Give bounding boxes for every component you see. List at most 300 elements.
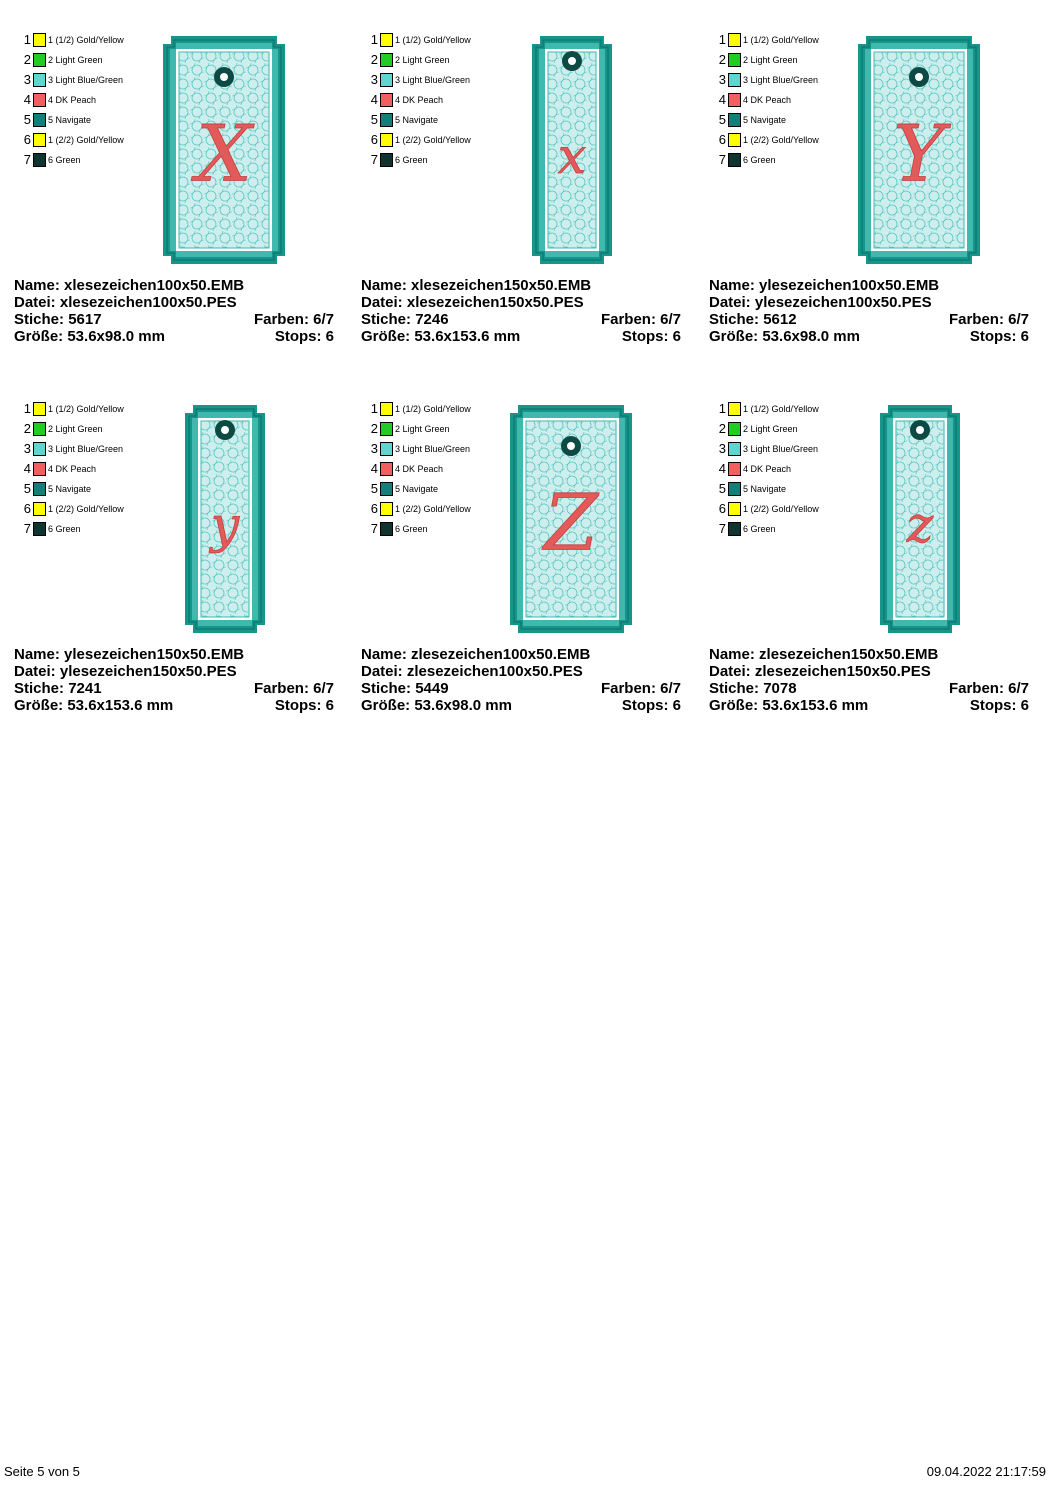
farben-value: 6/7 [313, 680, 334, 697]
legend-number: 4 [718, 92, 726, 107]
farben-group [254, 680, 334, 697]
color-swatch [728, 133, 741, 147]
color-legend [714, 32, 832, 172]
legend-color-name: 5 Navigate [48, 115, 92, 125]
farben-group [601, 311, 681, 328]
stops-group [622, 697, 681, 714]
monogram-letter: z [906, 496, 934, 554]
legend-item [714, 132, 832, 152]
color-legend [366, 32, 484, 172]
file-name-row [361, 646, 681, 663]
file-datei-row [361, 294, 681, 311]
design-size-value: 53.6x98.0 mm [762, 328, 860, 345]
file-name-row [14, 646, 334, 663]
legend-number: 4 [370, 461, 378, 476]
design-card [14, 30, 344, 375]
file-name-value: xlesezeichen100x50.EMB [64, 277, 245, 294]
hanging-hole [568, 57, 576, 65]
stitch-count-label: Stiche: [361, 680, 412, 697]
file-name-value: zlesezeichen100x50.EMB [411, 646, 591, 663]
legend-color-name: 4 DK Peach [395, 95, 444, 105]
farben-group [949, 680, 1029, 697]
farben-label: Farben: [948, 680, 1004, 697]
file-datei-row [709, 294, 1029, 311]
legend-number: 5 [370, 481, 378, 496]
bookmark-tag-graphic [857, 35, 981, 265]
stitch-count-row [14, 311, 334, 328]
bookmark-tag-graphic [879, 404, 961, 634]
legend-color-name: 3 Light Blue/Green [395, 444, 471, 454]
legend-color-name: 4 DK Peach [48, 464, 97, 474]
design-size-row [361, 697, 681, 714]
farben-value: 6/7 [313, 311, 334, 328]
color-swatch [728, 442, 741, 456]
legend-number: 6 [23, 501, 31, 516]
stops-label: Stops: [969, 328, 1017, 345]
design-info [14, 277, 334, 345]
design-size-value: 53.6x153.6 mm [414, 328, 521, 345]
legend-color-name: 2 Light Green [48, 55, 103, 65]
color-swatch [33, 133, 46, 147]
legend-item [19, 441, 137, 461]
stitch-count-value: 7241 [68, 680, 102, 697]
design-size-value: 53.6x98.0 mm [67, 328, 165, 345]
stops-value: 6 [1020, 697, 1029, 714]
file-name-label: Name: [361, 277, 407, 294]
legend-number: 3 [718, 72, 726, 87]
legend-number: 1 [370, 401, 378, 416]
bookmark-tag-preview [531, 35, 613, 265]
legend-item [19, 32, 137, 52]
stitch-count-row [361, 311, 681, 328]
file-name-value: ylesezeichen150x50.EMB [64, 646, 245, 663]
legend-color-name: 4 DK Peach [48, 95, 97, 105]
legend-color-name: 5 Navigate [48, 484, 92, 494]
legend-number: 6 [370, 132, 378, 147]
color-swatch [33, 53, 46, 67]
color-swatch [380, 73, 393, 87]
stitch-count-label: Stiche: [709, 311, 760, 328]
legend-number: 7 [370, 152, 378, 167]
monogram-letter: Y [893, 109, 945, 200]
legend-number: 2 [718, 421, 726, 436]
legend-color-name: 1 (2/2) Gold/Yellow [395, 135, 471, 145]
legend-number: 5 [718, 481, 726, 496]
color-swatch [380, 402, 393, 416]
color-swatch [380, 522, 393, 536]
legend-item [366, 72, 484, 92]
farben-label: Farben: [253, 311, 309, 328]
file-datei-value: zlesezeichen100x50.PES [406, 663, 583, 680]
legend-item [19, 401, 137, 421]
legend-item [714, 481, 832, 501]
legend-item [366, 52, 484, 72]
legend-item [19, 421, 137, 441]
file-datei-label: Datei: [361, 663, 403, 680]
legend-number: 1 [370, 32, 378, 47]
legend-number: 5 [370, 112, 378, 127]
stitch-count-label: Stiche: [709, 680, 760, 697]
design-card [709, 30, 1039, 375]
legend-item [19, 52, 137, 72]
monogram-letter: X [196, 109, 252, 200]
legend-number: 3 [718, 441, 726, 456]
legend-item [714, 112, 832, 132]
bookmark-tag-preview [857, 35, 981, 265]
file-datei-label: Datei: [14, 663, 56, 680]
legend-color-name: 1 (2/2) Gold/Yellow [743, 135, 819, 145]
legend-item [366, 521, 484, 541]
bookmark-tag-preview [162, 35, 286, 265]
legend-number: 2 [718, 52, 726, 67]
farben-group [254, 311, 334, 328]
legend-color-name: 3 Light Blue/Green [743, 444, 819, 454]
file-name-label: Name: [709, 277, 755, 294]
legend-color-name: 2 Light Green [743, 424, 798, 434]
legend-color-name: 2 Light Green [395, 55, 450, 65]
legend-item [714, 441, 832, 461]
legend-number: 1 [718, 401, 726, 416]
file-datei-value: ylesezeichen150x50.PES [59, 663, 237, 680]
legend-number: 2 [23, 52, 31, 67]
bookmark-tag-preview [184, 404, 266, 634]
color-swatch [728, 422, 741, 436]
legend-item [19, 501, 137, 521]
legend-color-name: 1 (2/2) Gold/Yellow [48, 504, 124, 514]
file-name-row [361, 277, 681, 294]
design-card [361, 399, 691, 744]
color-swatch [728, 462, 741, 476]
legend-number: 3 [370, 72, 378, 87]
legend-color-name: 3 Light Blue/Green [743, 75, 819, 85]
monogram-letter: Z [543, 478, 599, 569]
design-size-label: Größe: [361, 328, 411, 345]
legend-number: 4 [23, 92, 31, 107]
legend-color-name: 1 (2/2) Gold/Yellow [48, 135, 124, 145]
legend-number: 3 [23, 441, 31, 456]
bookmark-tag-preview [879, 404, 961, 634]
stops-label: Stops: [621, 328, 669, 345]
design-size-label: Größe: [14, 328, 64, 345]
file-name-label: Name: [14, 646, 60, 663]
stops-label: Stops: [621, 697, 669, 714]
legend-item [714, 501, 832, 521]
color-swatch [728, 522, 741, 536]
design-size-value: 53.6x98.0 mm [414, 697, 512, 714]
legend-item [366, 401, 484, 421]
legend-color-name: 4 DK Peach [395, 464, 444, 474]
stops-value: 6 [672, 697, 681, 714]
legend-number: 1 [23, 32, 31, 47]
file-name-label: Name: [709, 646, 755, 663]
stitch-count-row [709, 311, 1029, 328]
color-swatch [728, 482, 741, 496]
legend-color-name: 5 Navigate [395, 115, 439, 125]
legend-item [19, 72, 137, 92]
file-name-value: ylesezeichen100x50.EMB [759, 277, 940, 294]
legend-color-name: 3 Light Blue/Green [395, 75, 471, 85]
legend-color-name: 3 Light Blue/Green [48, 75, 124, 85]
file-datei-label: Datei: [14, 294, 56, 311]
stops-value: 6 [1020, 328, 1029, 345]
color-swatch [728, 93, 741, 107]
color-legend [714, 401, 832, 541]
legend-color-name: 1 (1/2) Gold/Yellow [743, 35, 819, 45]
file-datei-row [14, 294, 334, 311]
file-datei-value: xlesezeichen100x50.PES [59, 294, 237, 311]
farben-label: Farben: [600, 311, 656, 328]
stitch-count-value: 5617 [68, 311, 102, 328]
legend-number: 5 [23, 481, 31, 496]
legend-color-name: 5 Navigate [395, 484, 439, 494]
farben-value: 6/7 [660, 680, 681, 697]
design-info [709, 277, 1029, 345]
legend-number: 6 [23, 132, 31, 147]
file-name-row [14, 277, 334, 294]
legend-color-name: 6 Green [395, 155, 428, 165]
design-info [14, 646, 334, 714]
color-swatch [33, 402, 46, 416]
legend-item [714, 52, 832, 72]
legend-color-name: 2 Light Green [743, 55, 798, 65]
hanging-hole [567, 442, 575, 450]
legend-item [714, 401, 832, 421]
legend-number: 7 [370, 521, 378, 536]
legend-item [366, 112, 484, 132]
stitch-count-row [709, 680, 1029, 697]
legend-number: 7 [23, 521, 31, 536]
color-swatch [380, 33, 393, 47]
legend-color-name: 5 Navigate [743, 115, 787, 125]
farben-value: 6/7 [660, 311, 681, 328]
legend-number: 7 [718, 521, 726, 536]
file-datei-value: xlesezeichen150x50.PES [406, 294, 584, 311]
bookmark-tag-graphic [184, 404, 266, 634]
stitch-count-value: 5612 [763, 311, 797, 328]
color-swatch [728, 33, 741, 47]
stops-group [622, 328, 681, 345]
farben-group [601, 680, 681, 697]
legend-item [366, 441, 484, 461]
stops-value: 6 [325, 328, 334, 345]
stops-value: 6 [672, 328, 681, 345]
stops-label: Stops: [274, 328, 322, 345]
color-swatch [33, 93, 46, 107]
legend-number: 7 [23, 152, 31, 167]
stitch-count-label: Stiche: [14, 311, 65, 328]
bookmark-tag-graphic [162, 35, 286, 265]
legend-color-name: 3 Light Blue/Green [48, 444, 124, 454]
legend-color-name: 6 Green [743, 524, 776, 534]
design-info [361, 646, 681, 714]
legend-color-name: 4 DK Peach [743, 464, 792, 474]
color-legend [19, 401, 137, 541]
farben-label: Farben: [600, 680, 656, 697]
legend-item [366, 132, 484, 152]
color-legend [366, 401, 484, 541]
file-datei-row [709, 663, 1029, 680]
color-swatch [33, 153, 46, 167]
legend-color-name: 5 Navigate [743, 484, 787, 494]
stops-label: Stops: [969, 697, 1017, 714]
legend-item [19, 112, 137, 132]
color-swatch [728, 502, 741, 516]
stitch-count-row [361, 680, 681, 697]
design-size-row [709, 328, 1029, 345]
legend-color-name: 6 Green [743, 155, 776, 165]
farben-label: Farben: [253, 680, 309, 697]
color-swatch [728, 153, 741, 167]
design-size-row [361, 328, 681, 345]
legend-item [714, 421, 832, 441]
stitch-count-label: Stiche: [14, 680, 65, 697]
color-swatch [380, 113, 393, 127]
color-swatch [728, 402, 741, 416]
design-size-label: Größe: [709, 697, 759, 714]
color-swatch [33, 462, 46, 476]
legend-number: 2 [370, 52, 378, 67]
design-info [361, 277, 681, 345]
legend-item [19, 521, 137, 541]
print-date: 09.04.2022 21:17:59 [926, 1464, 1046, 1479]
file-name-label: Name: [361, 646, 407, 663]
monogram-letter: x [557, 127, 587, 185]
legend-item [19, 132, 137, 152]
stops-value: 6 [325, 697, 334, 714]
color-swatch [728, 113, 741, 127]
design-info [709, 646, 1029, 714]
color-swatch [33, 73, 46, 87]
file-name-value: zlesezeichen150x50.EMB [759, 646, 939, 663]
color-swatch [33, 522, 46, 536]
color-swatch [728, 53, 741, 67]
design-size-row [14, 697, 334, 714]
stitch-count-label: Stiche: [361, 311, 412, 328]
legend-number: 7 [718, 152, 726, 167]
color-swatch [380, 462, 393, 476]
design-size-row [709, 697, 1029, 714]
color-swatch [380, 153, 393, 167]
color-swatch [33, 33, 46, 47]
farben-label: Farben: [948, 311, 1004, 328]
design-size-label: Größe: [14, 697, 64, 714]
stitch-count-value: 7246 [415, 311, 449, 328]
color-swatch [33, 422, 46, 436]
color-swatch [728, 73, 741, 87]
stitch-count-value: 7078 [763, 680, 797, 697]
legend-number: 2 [23, 421, 31, 436]
file-name-value: xlesezeichen150x50.EMB [411, 277, 592, 294]
color-swatch [380, 442, 393, 456]
legend-item [714, 92, 832, 112]
legend-item [19, 481, 137, 501]
design-size-label: Größe: [709, 328, 759, 345]
bookmark-tag-graphic [531, 35, 613, 265]
design-size-value: 53.6x153.6 mm [67, 697, 174, 714]
design-size-row [14, 328, 334, 345]
legend-color-name: 1 (1/2) Gold/Yellow [48, 35, 124, 45]
color-swatch [380, 422, 393, 436]
legend-number: 4 [370, 92, 378, 107]
stops-label: Stops: [274, 697, 322, 714]
monogram-letter: y [210, 496, 240, 554]
file-datei-row [361, 663, 681, 680]
legend-item [366, 461, 484, 481]
legend-number: 3 [23, 72, 31, 87]
page-number: Seite 5 von 5 [4, 1464, 80, 1479]
stops-group [275, 697, 334, 714]
stitch-count-row [14, 680, 334, 697]
legend-number: 6 [718, 132, 726, 147]
file-datei-row [14, 663, 334, 680]
legend-item [19, 461, 137, 481]
legend-color-name: 4 DK Peach [743, 95, 792, 105]
file-name-row [709, 277, 1029, 294]
legend-color-name: 6 Green [395, 524, 428, 534]
legend-color-name: 1 (1/2) Gold/Yellow [48, 404, 124, 414]
color-swatch [380, 482, 393, 496]
color-swatch [33, 113, 46, 127]
legend-number: 3 [370, 441, 378, 456]
legend-item [366, 501, 484, 521]
legend-number: 5 [718, 112, 726, 127]
stops-group [275, 328, 334, 345]
legend-number: 5 [23, 112, 31, 127]
legend-item [714, 32, 832, 52]
stops-group [970, 328, 1029, 345]
legend-number: 4 [718, 461, 726, 476]
farben-group [949, 311, 1029, 328]
bookmark-tag-preview [509, 404, 633, 634]
color-swatch [380, 502, 393, 516]
hanging-hole [916, 426, 924, 434]
legend-color-name: 1 (2/2) Gold/Yellow [743, 504, 819, 514]
legend-color-name: 2 Light Green [48, 424, 103, 434]
legend-color-name: 1 (1/2) Gold/Yellow [395, 35, 471, 45]
legend-item [366, 92, 484, 112]
color-swatch [380, 133, 393, 147]
legend-color-name: 1 (1/2) Gold/Yellow [743, 404, 819, 414]
file-datei-value: ylesezeichen100x50.PES [754, 294, 932, 311]
file-name-row [709, 646, 1029, 663]
file-datei-value: zlesezeichen150x50.PES [754, 663, 931, 680]
hanging-hole [915, 73, 923, 81]
legend-item [19, 92, 137, 112]
legend-number: 6 [718, 501, 726, 516]
legend-number: 2 [370, 421, 378, 436]
stops-group [970, 697, 1029, 714]
legend-number: 4 [23, 461, 31, 476]
legend-number: 1 [23, 401, 31, 416]
legend-color-name: 2 Light Green [395, 424, 450, 434]
design-size-value: 53.6x153.6 mm [762, 697, 869, 714]
hanging-hole [221, 426, 229, 434]
design-size-label: Größe: [361, 697, 411, 714]
design-card [361, 30, 691, 375]
design-card [709, 399, 1039, 744]
farben-value: 6/7 [1008, 680, 1029, 697]
legend-color-name: 1 (1/2) Gold/Yellow [395, 404, 471, 414]
farben-value: 6/7 [1008, 311, 1029, 328]
legend-item [714, 152, 832, 172]
color-swatch [33, 502, 46, 516]
file-datei-label: Datei: [709, 294, 751, 311]
legend-item [366, 421, 484, 441]
legend-item [366, 152, 484, 172]
legend-color-name: 6 Green [48, 524, 81, 534]
file-name-label: Name: [14, 277, 60, 294]
legend-item [19, 152, 137, 172]
